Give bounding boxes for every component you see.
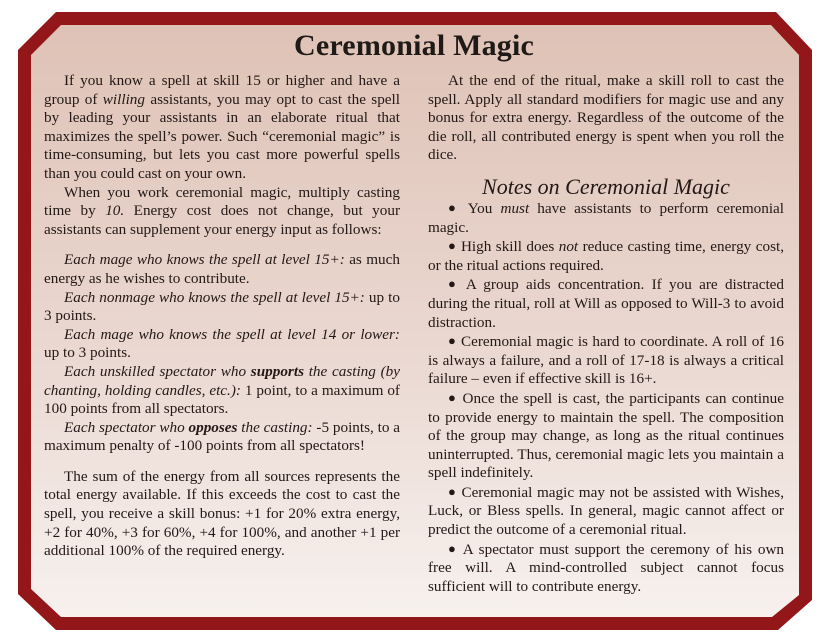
bullet-icon: ● [448,389,458,405]
contributor-label: Each mage who knows the spell at level 14 or lower: [64,325,400,343]
text: Energy cost does not change, but your assistants can supplement your energy input as follows: [44,202,400,238]
intro-paragraph [44,72,400,184]
notes-heading: Notes on Ceremonial Magic [482,173,730,199]
contributor-value: as much energy as he wishes to contribute. [44,251,400,287]
bullet-icon: ● [448,483,457,499]
note-item [428,389,784,483]
text: have assistants to perform ceremonial magic. [428,199,784,236]
contributor-label: Each unskilled spectator who [64,362,251,380]
text: Ceremonial magic may not be assisted with Wishes, Luck, or Bless spells. In general, magic cannot affect or predict the outcome of a ceremonial ritual. [428,483,784,539]
text: A spectator must support the ceremony of his own free will. A mind-controlled subject cannot focus sufficient will to contribute energy. [428,540,784,595]
emphasis-text: must [500,199,530,217]
right-column [428,72,784,596]
strong-text: opposes [188,418,238,436]
emphasis-text: willing [102,90,145,108]
text: Ceremonial magic is hard to coordinate. A roll of 16 is always a failure, and a roll of 17-18 is always a critical failure – even if effective skill is 16+. [428,333,785,388]
text: assistants, you may opt to cast the spell by leading your assistants in an elaborate ritual that maximizes the spell’s power. Such “ceremonial magic” is time-consuming, but lets you cast more powerful spells than you could cast on your own. [44,90,400,182]
contributor-item [44,363,400,419]
text: You [460,199,501,217]
contributor-item [44,251,400,288]
contributor-item [44,419,400,456]
note-item [428,540,784,597]
contributor-label: the casting: [237,418,313,436]
sidebar-box [44,24,784,624]
emphasis-text: 10. [105,202,125,220]
text: Once the spell is cast, the participants can continue to provide energy to maintain the spell. The composition of the group may change, as long as the ritual continues uninterrupted. Thus, ceremonial magic lets you maintain a spell indefinitely. [428,389,784,482]
text: When you work ceremonial magic, multiply casting time by [44,183,400,220]
note-item [428,332,784,389]
left-column [44,72,400,596]
contributor-label: Each nonmage who knows the spell at level 15+: [64,288,365,306]
text: A group aids concentration. If you are distracted during the ritual, roll at Will as opposed to Will-3 to avoid distraction. [428,276,784,331]
contributor-label: Each spectator who [64,418,189,436]
bullet-icon: ● [448,238,457,254]
text: If you know a spell at skill 15 or higher and have a group of [44,72,400,108]
bullet-icon: ● [448,276,460,292]
contributor-value: up to 3 points. [44,288,400,325]
note-item [428,199,784,237]
ritual-end-paragraph: At the end of the ritual, make a skill roll to cast the spell. Apply all standard modifiers for magic use and any bonus for extra energy. Regardless of the outcome of the die roll, all contributed energy is spent when you roll the dice. [428,72,784,164]
note-item [428,237,784,275]
contributor-value: 1 point, to a maximum of 100 points from all spectators. [44,381,400,418]
bullet-icon: ● [448,540,458,556]
contributor-item [44,326,400,363]
contributor-value: -5 points, to a maximum penalty of -100 points from all spectators! [44,418,401,455]
contributor-item [44,289,400,326]
contributor-label: Each mage who knows the spell at level 15+: [64,251,345,269]
text: reduce casting time, energy cost, or the ritual actions required. [428,238,784,274]
text: High skill does [456,238,559,256]
bullet-icon: ● [448,333,457,349]
page-title: Ceremonial Magic [293,29,535,62]
summary-paragraph: The sum of the energy from all sources represents the total energy available. If this exceeds the cost to cast the spell, you receive a skill bonus: +1 for 20% extra energy, +2 for 40%, +3 for 60%, +4 for 100%, and another +1 per additional 100% of the required energy. [44,467,400,560]
contributor-value: up to 3 points. [44,344,131,362]
casting-time-paragraph [44,184,400,240]
strong-text: supports [250,362,304,380]
bullet-icon: ● [448,199,461,215]
contributor-label: the casting (by chanting, holding candles, etc.): [44,362,400,399]
emphasis-text: not [558,238,579,256]
note-item [428,483,784,540]
note-item [428,275,784,332]
